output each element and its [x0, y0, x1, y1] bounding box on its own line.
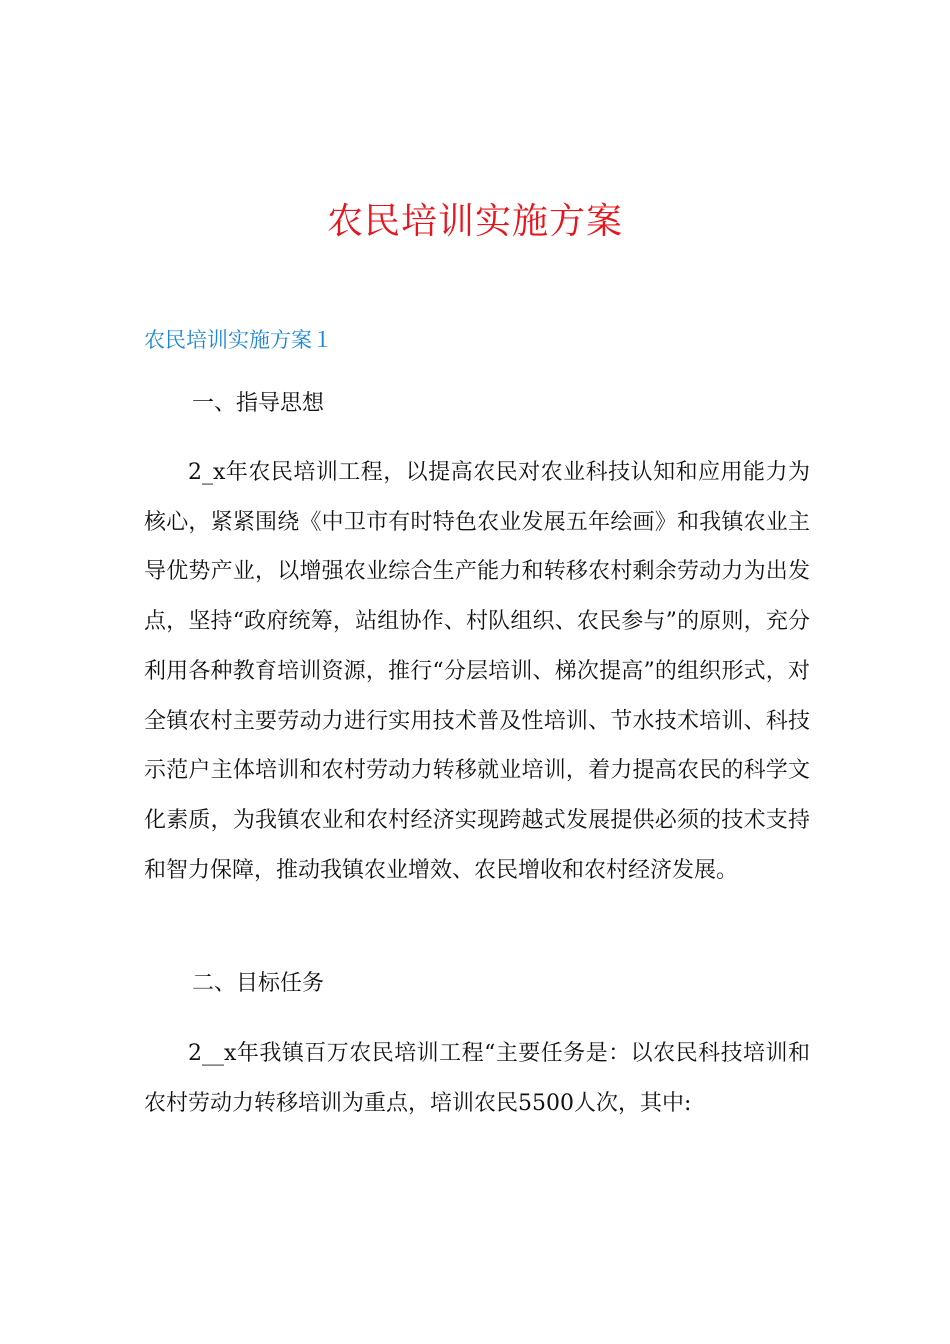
- paragraph-target-tasks: 2__x年我镇百万农民培训工程“主要任务是：以农民科技培训和农村劳动力转移培训为重点，培训农民5500人次，其中:: [144, 1041, 810, 1116]
- paragraph-guiding-ideology: 2_x年农民培训工程，以提高农民对农业科技认知和应用能力为核心，紧紧围绕《中卫市有时特色农业发展五年绘画》和我镇农业主导优势产业，以增强农业综合生产能力和转移农村剩余劳动力为出发点，坚持“政府统筹，站组协作、村队组织、农民参与”的原则，充分利用各种教育培训资源，推行“分层培训、梯次提高”的组织形式，对全镇农村主要劳动力进行实用技术普及性培训、节水技术培训、科技示范户主体培训和农村劳动力转移就业培训，着力提高农民的科学文化素质，为我镇农业和农村经济实现跨越式发展提供必须的技术支持和智力保障，推动我镇农业增效、农民增收和农村经济发展。: [144, 460, 810, 883]
- heading-target-tasks: 二、目标任务: [192, 971, 325, 996]
- section-heading: 农民培训实施方案１: [144, 328, 333, 352]
- document-title: 农民培训实施方案: [326, 201, 623, 242]
- heading-guiding-ideology: 一、指导思想: [192, 391, 325, 416]
